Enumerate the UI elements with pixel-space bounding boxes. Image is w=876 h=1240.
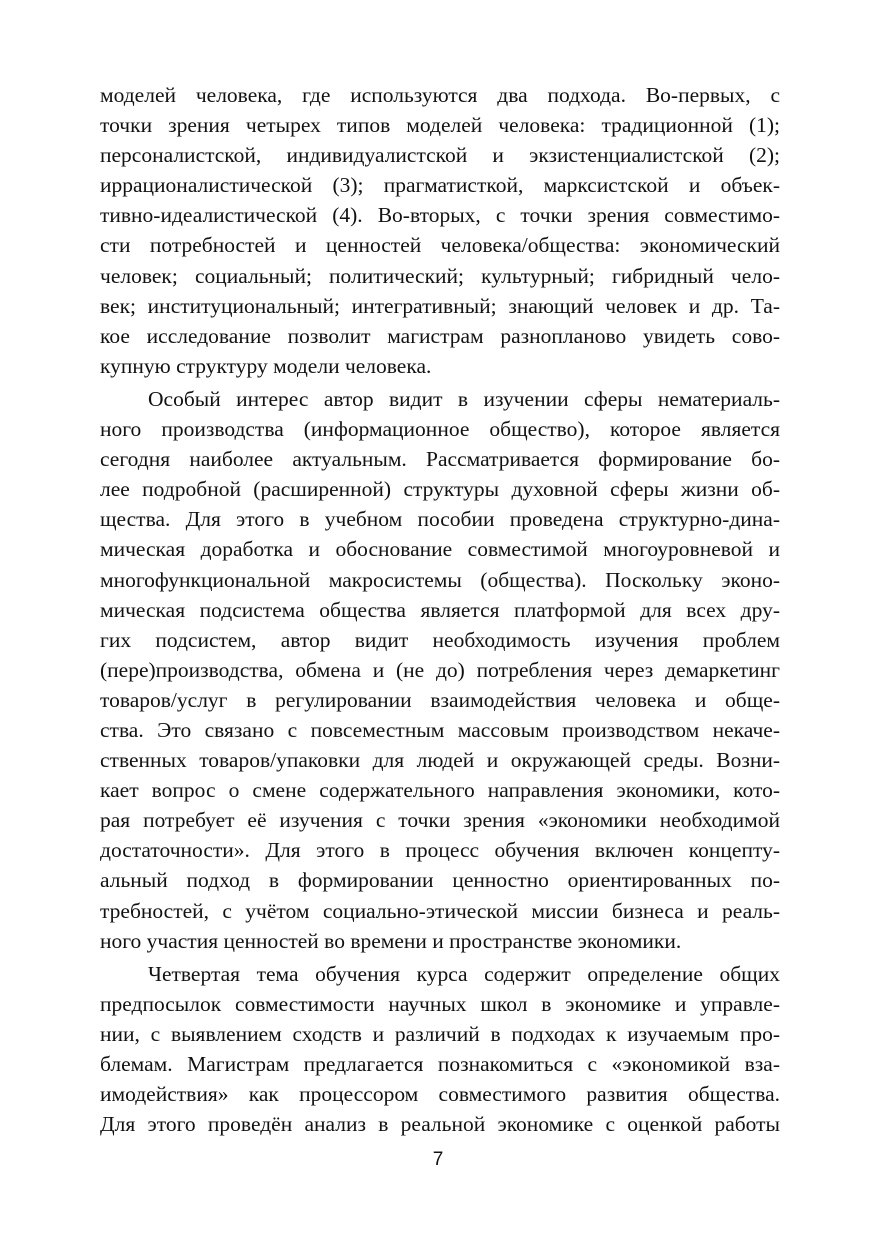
text-line: гих подсистем, автор видит необходимость изучения проблем bbox=[100, 627, 780, 652]
text-line: ного производства (информационное общество), которое является bbox=[100, 417, 780, 442]
text-line: ственных товаров/упаковки для людей и окружающей среды. Возни- bbox=[100, 748, 780, 773]
text-line: купную структуру модели человека. bbox=[100, 353, 432, 378]
text-line: сегодня наиболее актуальным. Рассматривается формирование бо- bbox=[100, 447, 780, 472]
text-line: сти потребностей и ценностей человека/общества: экономический bbox=[100, 233, 780, 258]
paragraph bbox=[100, 959, 780, 1140]
text-line: точки зрения четырех типов моделей человека: традиционной (1); bbox=[100, 113, 780, 138]
paragraph bbox=[100, 384, 780, 956]
text-line: Особый интерес автор видит в изучении сферы нематериаль- bbox=[148, 386, 780, 411]
text-line: щества. Для этого в учебном пособии проведена структурно-дина- bbox=[100, 507, 780, 532]
text-line: моделей человека, где используются два подхода. Во-первых, с bbox=[100, 83, 780, 107]
text-line: товаров/услуг в регулировании взаимодействия человека и обще- bbox=[100, 687, 780, 712]
text-line: век; институциональный; интегративный; знающий человек и др. Та- bbox=[100, 293, 780, 318]
paragraph bbox=[100, 80, 780, 381]
text-line: предпосылок совместимости научных школ в экономике и управле- bbox=[100, 991, 780, 1016]
text-line: ства. Это связано с повсеместным массовым производством некаче- bbox=[100, 717, 780, 742]
text-line: иррационалистической (3); прагматисткой, марксистской и объек- bbox=[100, 173, 780, 198]
text-line: кое исследование позволит магистрам разнопланово увидеть сово- bbox=[100, 323, 780, 348]
text-line: персоналистской, индивидуалистской и экзистенциалистской (2); bbox=[100, 143, 780, 168]
text-line: мическая подсистема общества является платформой для всех дру- bbox=[100, 597, 780, 622]
text-line: требностей, с учётом социально-этической миссии бизнеса и реаль- bbox=[100, 898, 780, 923]
text-line: имодействия» как процессором совместимого развития общества. bbox=[100, 1082, 780, 1107]
text-line: достаточности». Для этого в процесс обучения включен концепту- bbox=[100, 838, 780, 863]
text-line: ного участия ценностей во времени и пространстве экономики. bbox=[100, 928, 682, 953]
text-line: многофункциональной макросистемы (общества). Поскольку эконо- bbox=[100, 567, 780, 592]
page-number: 7 bbox=[432, 1149, 444, 1170]
text-line: (пере)производства, обмена и (не до) потребления через демаркетинг bbox=[100, 657, 780, 682]
text-line: рая потребует её изучения с точки зрения «экономики необходимой bbox=[100, 808, 780, 833]
text-line: лее подробной (расширенной) структуры духовной сферы жизни об- bbox=[100, 477, 780, 502]
text-line: мическая доработка и обоснование совместимой многоуровневой и bbox=[100, 537, 780, 562]
text-line: альный подход в формировании ценностно ориентированных по- bbox=[100, 868, 780, 893]
text-line: человек; социальный; политический; культурный; гибридный чело- bbox=[100, 263, 780, 288]
document-body bbox=[100, 80, 780, 1139]
text-line: тивно-идеалистической (4). Во-вторых, с точки зрения совместимо- bbox=[100, 203, 780, 228]
text-line: блемам. Магистрам предлагается познакомиться с «экономикой вза- bbox=[100, 1052, 780, 1076]
text-line: кает вопрос о смене содержательного направления экономики, кото- bbox=[100, 778, 780, 803]
text-line: Четвертая тема обучения курса содержит определение общих bbox=[148, 961, 780, 986]
text-line: нии, с выявлением сходств и различий в подходах к изучаемым про- bbox=[100, 1021, 780, 1046]
text-line: Для этого проведён анализ в реальной экономике с оценкой работы bbox=[100, 1112, 780, 1137]
